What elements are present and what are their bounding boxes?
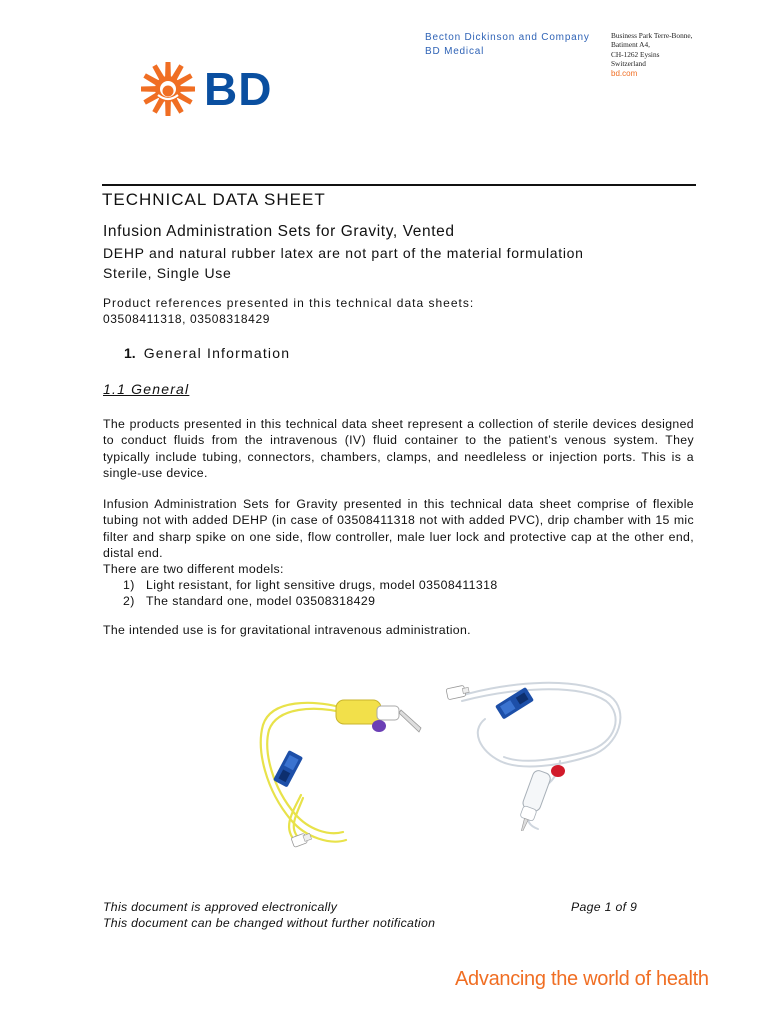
footer-change-note: This document can be changed without further notification <box>103 916 436 930</box>
brand-tagline: Advancing the world of health <box>455 968 709 990</box>
bd-logo-wordmark: BD <box>204 63 273 115</box>
list-item <box>123 577 498 593</box>
header-divider <box>102 184 696 186</box>
bd-logo <box>138 60 283 118</box>
address-line: Business Park Terre-Bonne, <box>611 31 693 40</box>
list-text: Light resistant, for light sensitive drugs, model 03508411318 <box>146 578 498 592</box>
material-note: DEHP and natural rubber latex are not part of the material formulation <box>103 245 584 261</box>
paragraph-intended-use: The intended use is for gravitational intravenous administration. <box>103 623 471 637</box>
company-division: BD Medical <box>425 46 485 57</box>
footer-approval-note: This document is approved electronically <box>103 900 338 914</box>
subsection-heading: 1.1 General <box>103 381 190 397</box>
paragraph-intro: The products presented in this technical data sheet represent a collection of sterile devices designed to conduct fluids from the intravenous (IV) fluid container to the patient’s venous system. They typically include tubing, connectors, chambers, clamps, and needleless or injection ports. This is a single-use device. <box>103 417 694 481</box>
references-label: Product references presented in this technical data sheets: <box>103 296 475 310</box>
list-text: The standard one, model 03508318429 <box>146 594 376 609</box>
sterility-note: Sterile, Single Use <box>103 265 232 281</box>
bd-starburst-icon <box>138 60 198 118</box>
website-link[interactable]: bd.com <box>611 68 638 78</box>
company-block <box>425 31 590 59</box>
product-title: Infusion Administration Sets for Gravity, Vented <box>103 223 455 240</box>
section-title: General Information <box>143 345 291 361</box>
address-line: CH-1262 Eysins <box>611 49 660 59</box>
section-heading <box>124 344 290 363</box>
address-block <box>611 31 692 78</box>
list-index: 1) <box>123 578 135 592</box>
references-values: 03508411318, 03508318429 <box>103 312 271 326</box>
company-name: Becton Dickinson and Company <box>425 32 590 43</box>
list-item <box>123 593 498 609</box>
list-index: 2) <box>123 594 135 609</box>
models-list <box>123 577 498 610</box>
document-title: TECHNICAL DATA SHEET <box>102 190 326 209</box>
clear-infusion-set-image <box>440 661 635 831</box>
page-number: Page 1 of 9 <box>571 900 638 914</box>
address-line: Batiment A4, <box>611 40 650 50</box>
address-line: Switzerland <box>611 59 646 69</box>
section-number: 1. <box>124 345 136 361</box>
paragraph-components: Infusion Administration Sets for Gravity presented in this technical data sheet comprise of flexible tubing not with added DEHP (in case of 03508411318 not with added PVC), drip chamber with 15 mic filter and sharp spike on one side, flow controller, male luer lock and protective cap at the other end, distal end. <box>103 497 694 561</box>
paragraph-models-intro: There are two different models: <box>103 562 284 576</box>
yellow-infusion-set-image <box>251 680 436 855</box>
